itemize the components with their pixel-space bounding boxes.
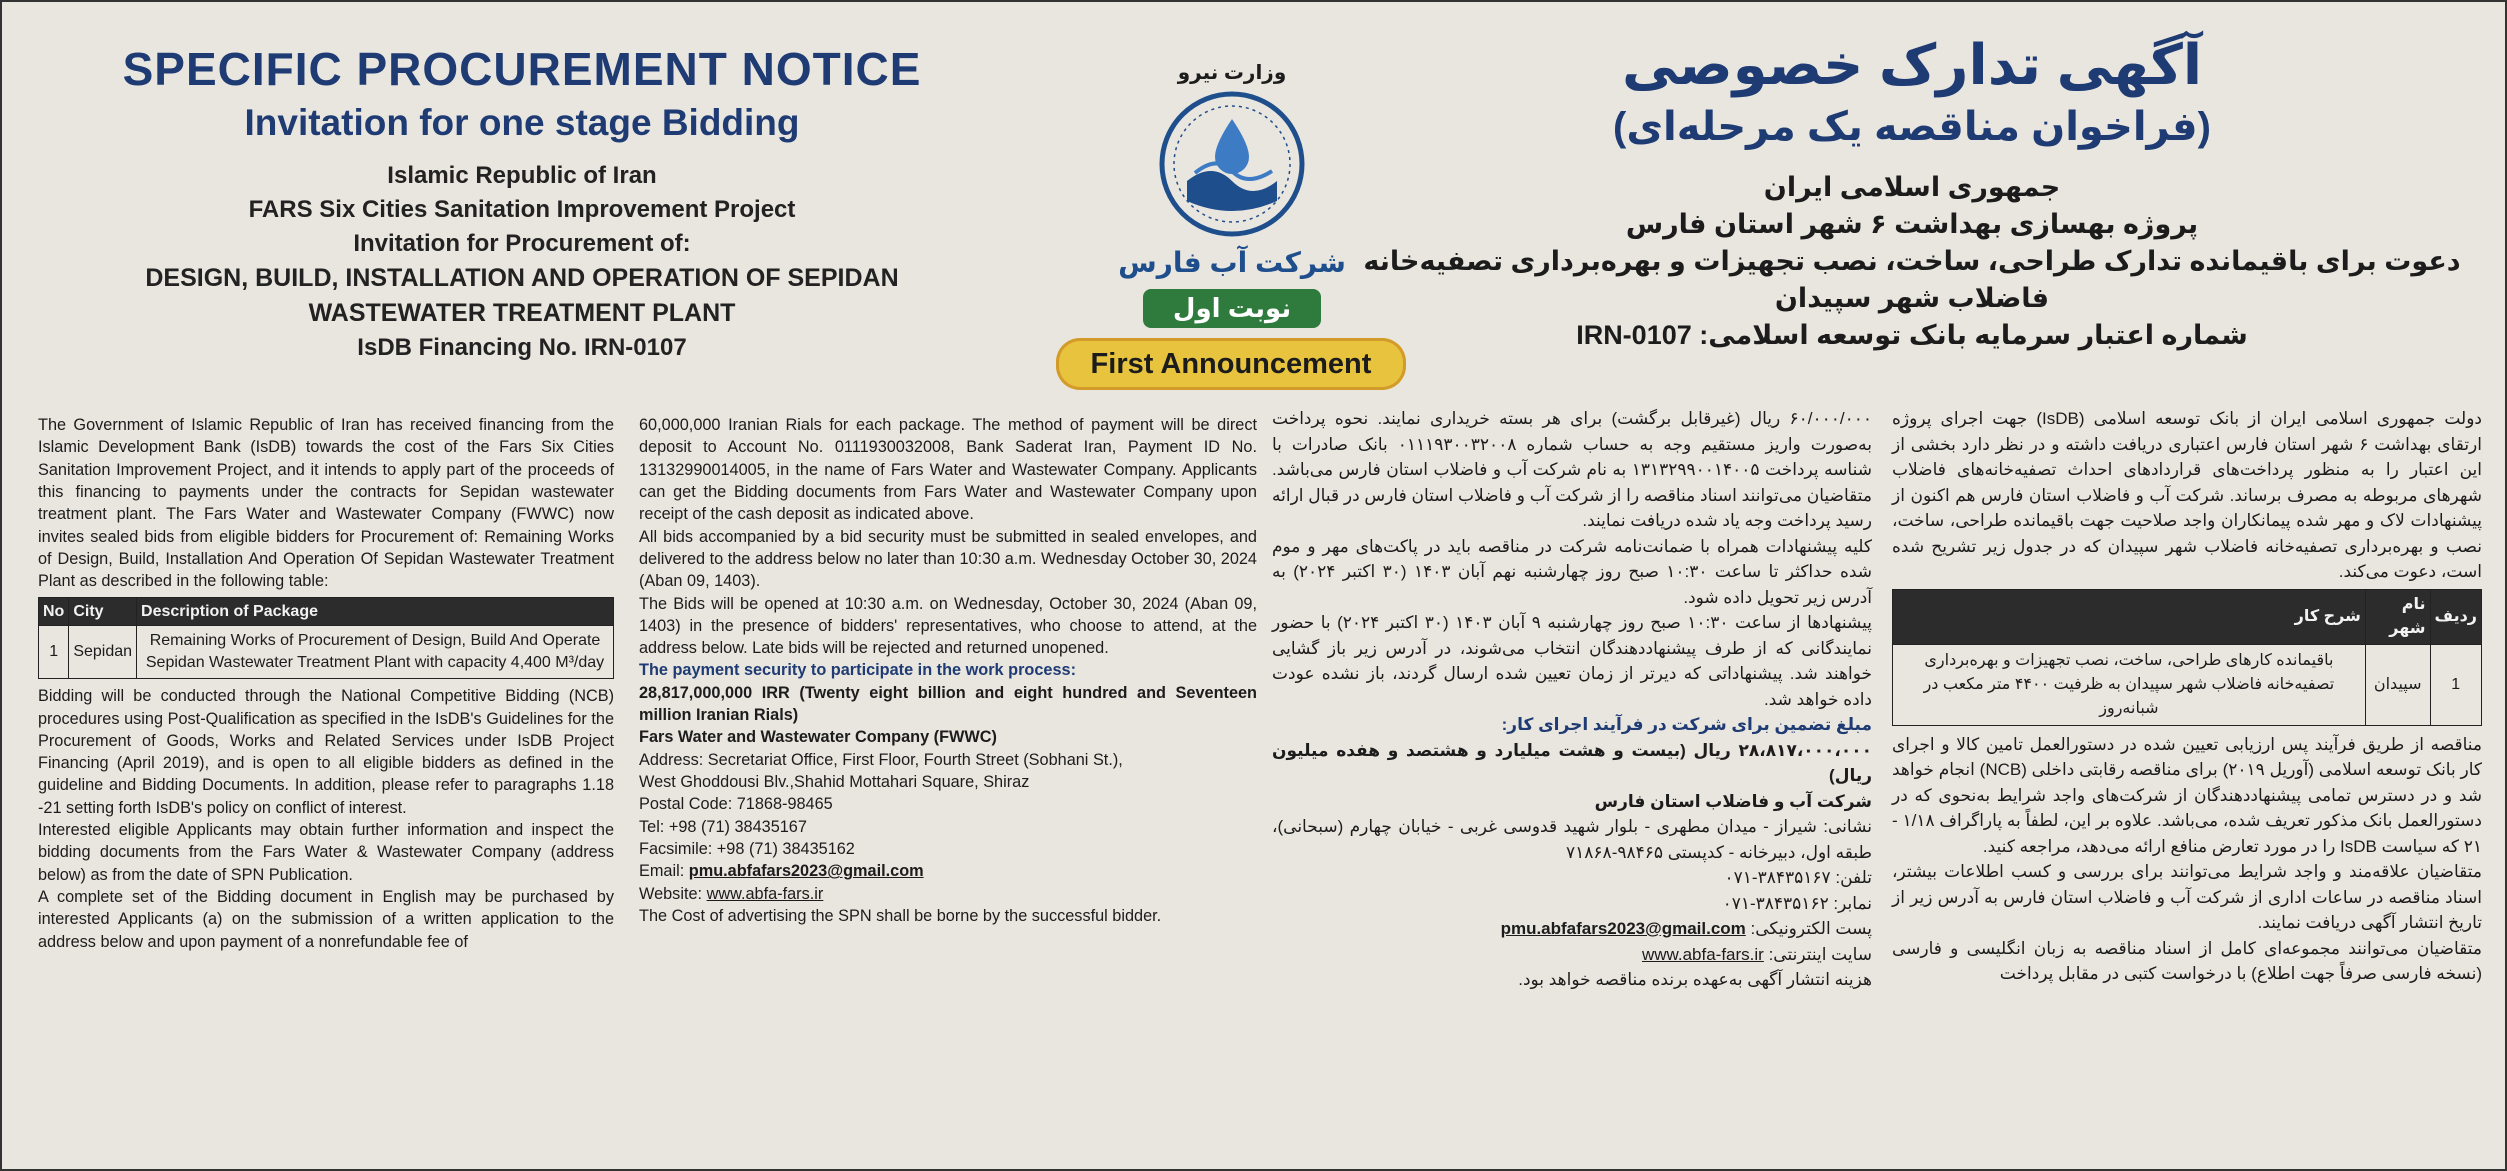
fa-table-cell-city: سپیدان	[2365, 644, 2430, 725]
en-paragraph: Bidding will be conducted through the National Competitive Bidding (NCB) procedures using Post-Qualification as specified in the IsDB's Guidelines for the Procurement of Goods, Works and Related Services under IsDB Project Financing (April 2019), and is open to all eligible bidders as defined in the guideline and Bidding Documents. In addition, please refer to paragraphs 1.18 -21 setting forth IsDB's policy on conflict of interest.	[38, 687, 614, 817]
fa-invitation-line2: فاضلاب شهر سپیدان	[1774, 283, 2050, 313]
en-website-line	[639, 883, 1257, 905]
en-country: Islamic Republic of Iran	[387, 162, 657, 189]
fa-website-label: سایت اینترنتی:	[1768, 944, 1872, 964]
en-facsimile: Facsimile: +98 (71) 38435162	[639, 839, 855, 858]
en-website-link[interactable]: www.abfa-fars.ir	[706, 884, 824, 903]
fa-paragraph: ۶۰/۰۰۰/۰۰۰ ریال (غیرقابل برگشت) برای هر بسته خریداری نمایند. نحوه پرداخت به‌صورت واریز مستقیم وجه به حساب شماره ۰۱۱۱۹۳۰۰۳۲۰۰۸ بانک صادرات با شناسه پرداخت ۱۳۱۳۲۹۹۰۰۱۴۰۰۵ به نام شرکت آب و فاضلاب استان فارس می‌باشد. متقاضیان می‌توانند اسناد مناقصه را از شرکت آب و فاضلاب استان فارس در قبال ارائه رسید پرداخت وجه یاد شده دریافت نمایند.	[1272, 409, 1872, 530]
en-subject-line1: DESIGN, BUILD, INSTALLATION AND OPERATION OF SEPIDAN	[145, 264, 899, 292]
fa-paragraph: مناقصه از طریق فرآیند پس ارزیابی تعیین شده در دستورالعمل تامین کالا و اجرای کار بانک توسعه اسلامی (آوریل ۲۰۱۹) برای مناقصه رقابتی داخلی (NCB) انجام خواهد شد و در دسترس تمامی پیشنهاددهندگان از شرکت‌های واجد شرایط به‌نحوی که در دستورالعمل بانک مذکور تعریف شده، می‌باشد. علاوه بر این، لطفاً به پاراگراف ۱/۱۸ - ۲۱ که سیاست IsDB را در مورد تعارض منافع ارائه می‌دهد، مراجعه کنید.	[1892, 734, 2483, 856]
fa-table-header-city: نام شهر	[2365, 589, 2430, 644]
en-subject-line2: WASTEWATER TREATMENT PLANT	[308, 299, 736, 327]
en-package-table	[38, 597, 614, 680]
en-security-amount: 28,817,000,000 IRR (Twenty eight billion and eight hundred and Seventeen million Iranian Rials)	[639, 683, 1257, 725]
en-paragraph: The Bids will be opened at 10:30 a.m. on Wednesday, October 30, 2024 (Aban 09, 1403) in the presence of bidders' representatives, who choose to attend, at the address below. Late bids will be rejected and returned unopened.	[639, 594, 1257, 658]
fa-country: جمهوری اسلامی ایران	[1763, 172, 2061, 202]
first-round-badge-persian: نوبت اول	[1143, 289, 1321, 328]
en-telephone: Tel: +98 (71) 38435167	[639, 817, 807, 836]
fa-subtitle: (فراخوان مناقصه یک مرحله‌ای)	[1613, 105, 2211, 149]
en-column-2	[639, 414, 1257, 927]
fa-closing: هزینه انتشار آگهی به‌عهده برنده مناقصه خواهد بود.	[1518, 970, 1872, 989]
table-header-description: Description of Package	[137, 597, 614, 626]
fa-email-line	[1272, 916, 1872, 942]
fa-table-cell-no: 1	[2430, 644, 2481, 725]
en-address-line1: Address: Secretariat Office, First Floor, Fourth Street (Sobhani St.),	[639, 750, 1123, 769]
table-cell-city: Sepidan	[69, 626, 137, 679]
fa-project: پروژه بهسازی بهداشت ۶ شهر استان فارس	[1625, 209, 2199, 239]
en-financing: IsDB Financing No. IRN-0107	[357, 334, 687, 361]
table-header-city: City	[69, 597, 137, 626]
fa-security-heading: مبلغ تضمین برای شرکت در فرآیند اجرای کار:	[1501, 715, 1872, 734]
table-cell-no: 1	[39, 626, 69, 679]
fa-paragraph: دولت جمهوری اسلامی ایران از بانک توسعه اسلامی (IsDB) جهت اجرای پروژه ارتقای بهداشت ۶ شهر استان فارس اعتباری دریافت داشته و در نظر دارد بخشی از این اعتبار را به منظور پرداخت‌های قراردادهای احداث تصفیه‌خانه‌های فاضلاب شهرهای مربوطه به مصرف برساند. شرکت آب و فاضلاب استان فارس هم اکنون از پیشنهادات لاک و مهر شده پیمانکاران واجد صلاحیت جهت باقیمانده طراحی، ساخت، نصب و بهره‌برداری تصفیه‌خانه فاضلاب شهر سپیدان که در جدول زیر تشریح شده است، دعوت می‌کند.	[1892, 409, 2482, 581]
table-row	[39, 626, 614, 679]
fa-title: آگهی تدارک خصوصی	[1621, 33, 2203, 96]
fa-financing: شماره اعتبار سرمایه بانک توسعه اسلامی: IRN-0107	[1576, 320, 2248, 350]
en-postal-code: Postal Code: 71868-98465	[639, 795, 833, 814]
fa-email-label: پست الکترونیکی:	[1750, 919, 1872, 938]
fa-company: شرکت آب و فاضلاب استان فارس	[1594, 791, 1872, 811]
table-header-no: No	[39, 597, 69, 626]
en-title: SPECIFIC PROCUREMENT NOTICE	[122, 43, 922, 95]
en-email-line	[639, 860, 1257, 882]
fa-column-left	[1272, 406, 1872, 993]
fa-email-link[interactable]: pmu.abfafars2023@gmail.com	[1500, 919, 1746, 938]
fa-package-table	[1892, 589, 2482, 726]
persian-header	[1342, 32, 2482, 357]
en-website-label: Website:	[639, 884, 707, 903]
fa-paragraph: متقاضیان می‌توانند مجموعه‌ای کامل از اسناد مناقصه به زبان انگلیسی و فارسی (نسخه فارسی صرفاً جهت اطلاع) با درخواست کتبی در مقابل پرداخت	[1892, 938, 2482, 983]
table-cell-description: Remaining Works of Procurement of Design, Build And Operate Sepidan Wastewater Treatment Plant with capacity 4,400 M³/day	[137, 626, 614, 679]
en-closing: The Cost of advertising the SPN shall be borne by the successful bidder.	[639, 906, 1162, 925]
en-subtitle: Invitation for one stage Bidding	[244, 102, 800, 143]
en-invitation: Invitation for Procurement of:	[353, 230, 691, 257]
fa-telephone: تلفن: ۳۸۴۳۵۱۶۷-۰۷۱	[1724, 868, 1872, 887]
fa-table-header-description: شرح کار	[1893, 589, 2366, 644]
water-company-logo-icon	[1157, 89, 1307, 239]
english-header	[22, 42, 1022, 368]
en-paragraph: A complete set of the Bidding document in English may be purchased by interested Applicants (a) on the submission of a written application to the address below and upon payment of a nonrefundable fee of	[38, 888, 614, 951]
fa-paragraph: متقاضیان علاقه‌مند و واجد شرایط می‌توانند برای بررسی و کسب اطلاعات بیشتر، اسناد مناقصه در ساعات اداری از شرکت آب و فاضلاب استان فارس به آدرس زیر از تاریخ انتشار آگهی دریافت نمایند.	[1892, 862, 2482, 932]
en-email-label: Email:	[639, 862, 689, 881]
fa-paragraph: کلیه پیشنهادات همراه با ضمانت‌نامه شرکت در مناقصه باید در پاکت‌های مهر و موم شده حداکثر تا ساعت ۱۰:۳۰ صبح روز چهارشنبه نهم آبان ۱۴۰۳ (۳۰ اکتبر ۲۰۲۴) به آدرس زیر تحویل داده شود.	[1272, 536, 1873, 607]
fa-website-link[interactable]: www.abfa-fars.ir	[1641, 944, 1764, 964]
ministry-label: وزارت نیرو	[1177, 62, 1287, 84]
fa-table-cell-description: باقیمانده کارهای طراحی، ساخت، نصب تجهیزات و بهره‌برداری تصفیه‌خانه فاضلاب شهر سپیدان به ظرفیت ۴۴۰۰ متر مکعب در شبانه‌روز	[1893, 644, 2366, 725]
fa-website-line	[1272, 942, 1872, 968]
en-company: Fars Water and Wastewater Company (FWWC)	[639, 728, 997, 747]
fa-fax: نمابر: ۳۸۴۳۵۱۶۲-۰۷۱	[1722, 893, 1872, 913]
en-address-line2: West Ghoddousi Blv.,Shahid Mottahari Square, Shiraz	[639, 773, 1030, 791]
fa-security-amount: ۲۸،۸۱۷،۰۰۰،۰۰۰ ریال (بیست و هشت میلیارد و هشتصد و هفده میلیون ریال)	[1272, 740, 1872, 785]
company-logo-block	[1082, 60, 1382, 350]
en-paragraph: The Government of Islamic Republic of Iran has received financing from the Islamic Development Bank (IsDB) towards the cost of the Fars Six Cities Sanitation Improvement Project, and it intends to apply part of the proceeds of this financing to payments under the contracts for Sepidan wastewater treatment plant. The Fars Water and Wastewater Company (FWWC) now invites sealed bids from eligible bidders for Procurement of: Remaining Works of Design, Build, Installation And Operation Of Sepidan Wastewater Treatment Plant as described in the following table:	[38, 416, 614, 591]
fa-address: نشانی: شیراز - میدان مطهری - بلوار شهید قدوسی غربی - خیابان چهارم (سبحانی)، طبقه اول، دبیرخانه - کدپستی ۹۸۴۶۵-۷۱۸۶۸	[1272, 817, 1872, 862]
fa-paragraph: پیشنهادها از ساعت ۱۰:۳۰ صبح روز چهارشنبه ۹ آبان ۱۴۰۳ (۳۰ اکتبر ۲۰۲۴) با حضور نمایندگانی که از طرف پیشنهاددهندگان انتخاب می‌شوند، در آدرس زیر باز گشایی خواهند شد. پیشنهاداتی که دیرتر از زمان تعیین شده ارسال گردند، باز نشده عودت داده خواهد شد.	[1272, 613, 1872, 709]
en-project: FARS Six Cities Sanitation Improvement Project	[248, 196, 796, 223]
fa-column-right	[1892, 406, 2482, 987]
en-paragraph: Interested eligible Applicants may obtain further information and inspect the bidding documents from the Fars Water & Wastewater Company (address below) as from the date of SPN Publication.	[38, 821, 614, 884]
fa-invitation-line1: دعوت برای باقیمانده تدارک طراحی، ساخت، نصب تجهیزات و بهره‌برداری تصفیه‌خانه	[1363, 246, 2461, 276]
en-paragraph: All bids accompanied by a bid security must be submitted in sealed envelopes, and delivered to the address below no later than 10:30 a.m. Wednesday October 30, 2024 (Aban 09, 1403).	[639, 527, 1257, 591]
company-name-persian: شرکت آب فارس	[1118, 247, 1346, 278]
en-email-link[interactable]: pmu.abfafars2023@gmail.com	[688, 862, 924, 881]
en-paragraph: 60,000,000 Iranian Rials for each package. The method of payment will be direct deposit to Account No. 0111930032008, Bank Saderat Iran, Payment ID No. 13132990014005, in the name of Fars Water and Wastewater Company. Applicants can get the Bidding documents from Fars Water and Wastewater Company upon receipt of the cash deposit as indicated above.	[639, 416, 1257, 524]
first-announcement-badge: First Announcement	[1056, 338, 1406, 390]
table-row	[1893, 644, 2482, 725]
en-security-heading: The payment security to participate in the work process:	[639, 661, 1076, 680]
fa-table-header-row: ردیف	[2430, 589, 2481, 644]
en-column-1	[38, 414, 614, 953]
